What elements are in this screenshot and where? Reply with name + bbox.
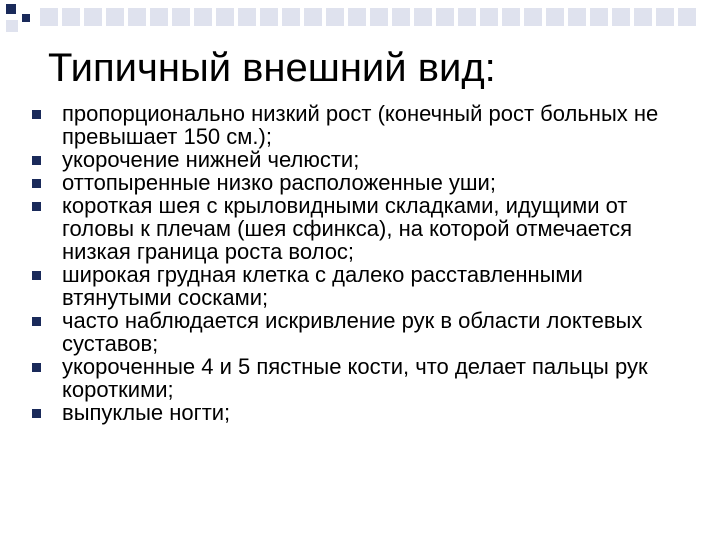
accent-square xyxy=(6,4,16,14)
decor-square xyxy=(656,8,674,26)
decor-square xyxy=(326,8,344,26)
bullet-item xyxy=(30,148,690,171)
bullet-text: укорочение нижней челюсти; xyxy=(62,147,360,172)
bullet-item xyxy=(30,401,690,424)
decor-square xyxy=(678,8,696,26)
square-bullet-icon xyxy=(32,110,41,119)
decorative-squares-graphic xyxy=(0,0,720,40)
square-bullet-icon xyxy=(32,156,41,165)
decor-square xyxy=(260,8,278,26)
decor-square xyxy=(84,8,102,26)
decor-square xyxy=(590,8,608,26)
bullet-text: укороченные 4 и 5 пястные кости, что делает пальцы рук короткими; xyxy=(62,354,648,402)
square-bullet-icon xyxy=(32,363,41,372)
square-bullet-icon xyxy=(32,409,41,418)
bullet-text: оттопыренные низко расположенные уши; xyxy=(62,170,496,195)
bullet-text: короткая шея с крыловидными складками, идущими от головы к плечам (шея сфинкса), на которой отмечается низкая граница роста волос; xyxy=(62,193,633,264)
decor-square xyxy=(568,8,586,26)
decor-square xyxy=(348,8,366,26)
bullet-item xyxy=(30,102,690,148)
square-bullet-icon xyxy=(32,202,41,211)
slide-title: Типичный внешний вид: xyxy=(48,46,496,90)
decor-square xyxy=(172,8,190,26)
decor-square xyxy=(282,8,300,26)
square-bullet-icon xyxy=(32,271,41,280)
decor-square xyxy=(40,8,58,26)
decor-square xyxy=(304,8,322,26)
bullet-item xyxy=(30,263,690,309)
bullet-text: пропорционально низкий рост (конечный рост больных не превышает 150 см.); xyxy=(62,101,659,149)
decor-square xyxy=(106,8,124,26)
decor-square xyxy=(480,8,498,26)
decor-square xyxy=(414,8,432,26)
decor-square xyxy=(392,8,410,26)
decor-square xyxy=(436,8,454,26)
decor-square xyxy=(128,8,146,26)
bullet-text: широкая грудная клетка с далеко расставленными втянутыми сосками; xyxy=(62,262,583,310)
decor-square xyxy=(6,20,18,32)
decor-square xyxy=(502,8,520,26)
decor-square xyxy=(458,8,476,26)
square-bullet-icon xyxy=(32,179,41,188)
bullet-item xyxy=(30,194,690,263)
decor-square xyxy=(194,8,212,26)
decor-square xyxy=(216,8,234,26)
decor-square xyxy=(524,8,542,26)
decorative-squares-header xyxy=(0,0,720,40)
accent-square xyxy=(22,14,30,22)
bullet-item xyxy=(30,171,690,194)
decor-square xyxy=(62,8,80,26)
square-bullet-icon xyxy=(32,317,41,326)
bullet-list xyxy=(30,102,690,424)
bullet-item xyxy=(30,355,690,401)
decor-square xyxy=(546,8,564,26)
bullet-text: выпуклые ногти; xyxy=(62,400,231,425)
decor-square xyxy=(634,8,652,26)
bullet-text: часто наблюдается искривление рук в области локтевых суставов; xyxy=(62,308,643,356)
decor-square xyxy=(370,8,388,26)
bullet-item xyxy=(30,309,690,355)
decor-square xyxy=(238,8,256,26)
decor-square xyxy=(150,8,168,26)
decor-square xyxy=(612,8,630,26)
